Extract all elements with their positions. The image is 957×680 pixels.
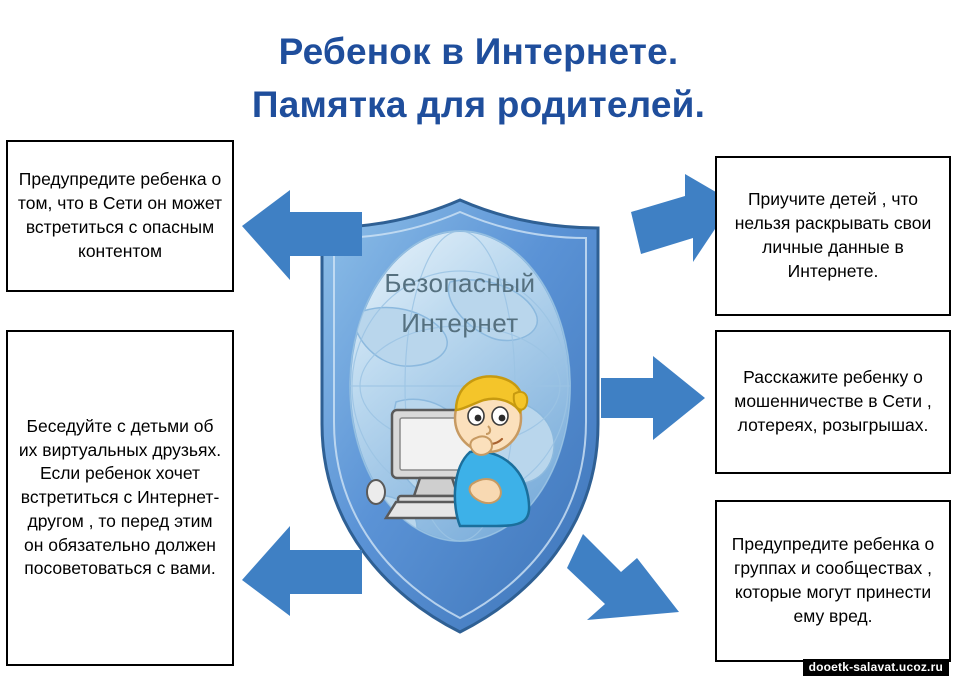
tip-box-groups [715, 500, 951, 662]
tip-text-groups: Предупредите ребенка о группах и сообществах , которые могут принести ему вред. [731, 534, 935, 626]
source-watermark: dooetk-salavat.ucoz.ru [803, 659, 949, 676]
tip-text-virtual-friends: Беседуйте с детьми об их виртуальных друзьях. Если ребенок хочет встретиться с Интернет-другом , то перед этим он обязательно должен посоветоваться с вами. [18, 415, 222, 579]
title-line-1: Ребенок в Интернете. [278, 31, 679, 72]
tip-text-warn-content: Предупредите ребенка о том, что в Сети он может встретиться с опасным контентом [17, 169, 223, 261]
arrow-lower-right-icon [565, 528, 685, 638]
arrow-middle-right-icon [597, 352, 709, 444]
tip-box-warn-content [6, 140, 234, 292]
tip-text-fraud: Расскажите ребенку о мошенничестве в Сети , лотереях, розыгрышах. [734, 367, 932, 435]
emblem-label-line-1: Безопасный [384, 268, 536, 298]
emblem-label-line-2: Интернет [401, 308, 519, 338]
tip-box-personal-data [715, 156, 951, 316]
tip-text-personal-data: Приучите детей , что нельзя раскрывать свои личные данные в Интернете. [734, 189, 932, 281]
page-title [0, 26, 957, 131]
tip-box-fraud [715, 330, 951, 474]
title-line-2: Памятка для родителей. [251, 83, 706, 125]
arrow-lower-left-icon [238, 516, 366, 620]
arrow-upper-left-icon [238, 186, 366, 290]
tip-box-virtual-friends [6, 330, 234, 666]
